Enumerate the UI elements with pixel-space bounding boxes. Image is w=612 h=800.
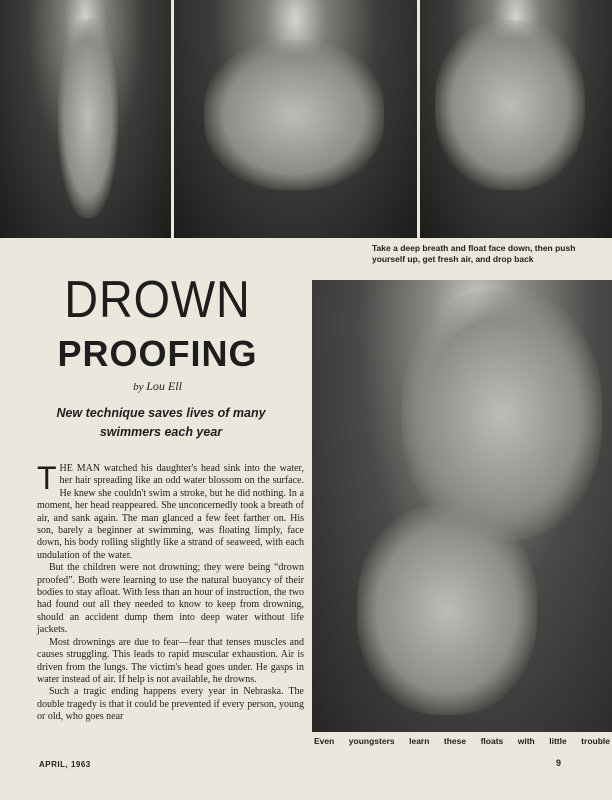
photo-caption-bottom: Even youngsters learn these floats with little trouble bbox=[314, 736, 610, 746]
photo-swimmer-underwater-1 bbox=[0, 0, 171, 238]
drop-cap: T bbox=[37, 460, 57, 496]
footer-date: APRIL, 1963 bbox=[39, 760, 91, 769]
headline-line-1: DROWN bbox=[64, 271, 251, 329]
photo-swimmer-underwater-3 bbox=[420, 0, 612, 238]
byline-author: Lou Ell bbox=[146, 379, 182, 393]
swimmer-figure bbox=[357, 505, 537, 715]
swimmer-figure bbox=[204, 40, 384, 190]
photo-swimmer-underwater-2 bbox=[174, 0, 417, 238]
swimmer-figure bbox=[58, 18, 118, 218]
byline bbox=[30, 379, 285, 394]
paragraph: Such a tragic ending happens every year in Nebraska. The double tragedy is that it could be prevented if every person, young or old, who goes near bbox=[37, 686, 304, 723]
byline-prefix: by bbox=[133, 381, 144, 393]
paragraph: Most drownings are due to fear—fear that tenses muscles and causes struggling. This leads to rapid muscular exhaustion. Air is driven from the lungs. The victim's head goes under. He gasps in water instead of air. If help is not available, he drowns. bbox=[37, 636, 304, 685]
swimmer-figure bbox=[435, 20, 585, 190]
headline-line-2: PROOFING bbox=[57, 333, 258, 374]
article-body bbox=[37, 460, 304, 724]
paragraph: But the children were not drowning; they were being “drown proofed”. Both were learning to use the natural buoyancy of their bodies to stay afloat. With less than an hour of instruction, the two had found out all they needed to know to keep from drowning, should an accident dump them into deep water without life jackets. bbox=[37, 562, 304, 636]
photo-youngsters-floating bbox=[312, 280, 612, 732]
subtitle: New technique saves lives of many swimmers each year bbox=[56, 406, 266, 439]
photo-caption-top: Take a deep breath and float face down, then push yourself up, get fresh air, and drop back bbox=[372, 243, 576, 264]
swimmer-figure bbox=[402, 290, 602, 540]
paragraph: THE MAN watched his daughter's head sink into the water, her hair spreading like an odd water blossom on the surface. He knew she couldn't swim a stroke, but he did nothing. In a moment, her head reappeared. She unconcernedly took a breath of air, and sank again. The man glanced a few feet farther on. His son, barely a beginner at swimming, was floating limply, face down, his body rolling slightly like a strand of seaweed, with each undulation of the water. bbox=[37, 460, 304, 561]
page-number: 9 bbox=[556, 758, 562, 768]
